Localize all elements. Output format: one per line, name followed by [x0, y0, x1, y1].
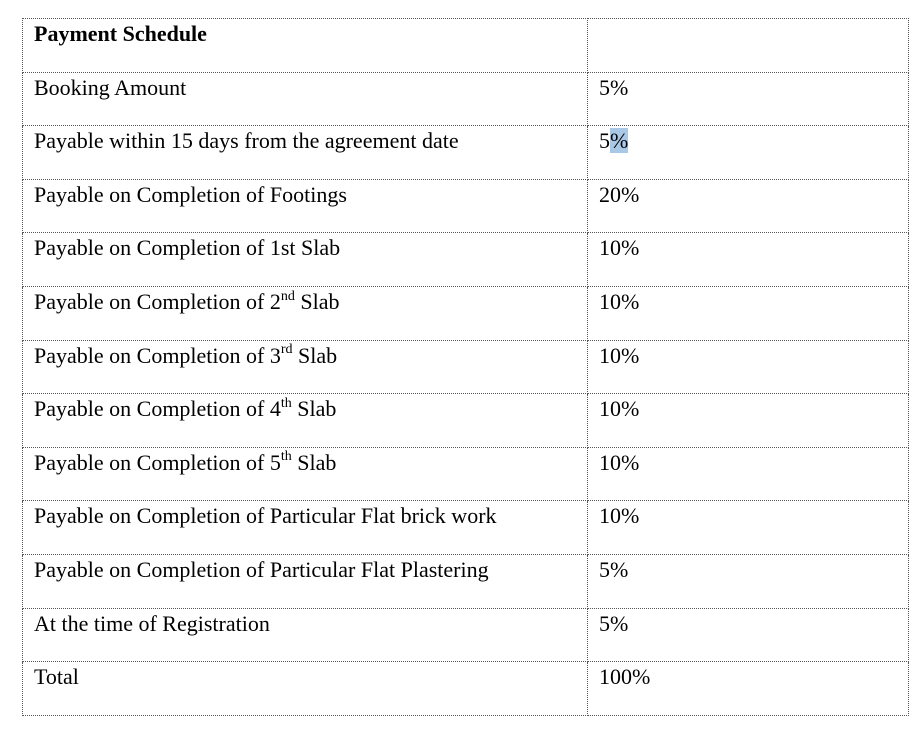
- description-cell[interactable]: [23, 447, 588, 501]
- table-row: [23, 501, 909, 555]
- description-cell[interactable]: [23, 233, 588, 287]
- percentage-cell[interactable]: [588, 662, 909, 716]
- percentage-value: 10%: [599, 288, 640, 314]
- description-cell[interactable]: [23, 179, 588, 233]
- description-main: Payable on Completion of 4: [34, 396, 281, 422]
- description-cell[interactable]: [23, 501, 588, 555]
- ordinal-suffix: rd: [280, 342, 293, 358]
- text-selection-highlight[interactable]: %: [610, 128, 629, 154]
- description-main: At the time of Registration: [34, 610, 270, 636]
- table-body: [23, 19, 909, 716]
- percentage-value: 10%: [599, 449, 640, 475]
- percentage-cell[interactable]: [588, 501, 909, 555]
- ordinal-suffix: th: [280, 449, 292, 465]
- description-text: [34, 289, 339, 315]
- description-text: [34, 343, 337, 369]
- description-main: Payable on Completion of Particular Flat Plastering: [34, 556, 489, 582]
- description-text: [34, 503, 497, 529]
- description-text: [34, 75, 186, 101]
- description-main: Payable on Completion of 1st Slab: [34, 235, 341, 261]
- percentage-value: 5%: [599, 610, 629, 636]
- percentage-cell[interactable]: [588, 286, 909, 340]
- description-suffix: Slab: [291, 396, 337, 422]
- description-cell[interactable]: [23, 554, 588, 608]
- percentage-cell[interactable]: [588, 394, 909, 448]
- table-row: [23, 554, 909, 608]
- description-text: [34, 235, 340, 261]
- table-row: [23, 608, 909, 662]
- description-suffix: Slab: [292, 342, 338, 368]
- description-text: [34, 664, 79, 690]
- percentage-cell[interactable]: [588, 72, 909, 126]
- table-row: [23, 72, 909, 126]
- table-row: [23, 447, 909, 501]
- table-row: [23, 286, 909, 340]
- description-cell[interactable]: [23, 340, 588, 394]
- description-cell[interactable]: [23, 608, 588, 662]
- percentage-cell[interactable]: [588, 233, 909, 287]
- table-row: [23, 126, 909, 180]
- header-value-cell[interactable]: [588, 19, 909, 73]
- description-text: [34, 611, 270, 637]
- description-main: Booking Amount: [34, 74, 187, 100]
- percentage-cell[interactable]: [588, 447, 909, 501]
- percentage-value: 10%: [599, 396, 640, 422]
- table-row: [23, 340, 909, 394]
- header-title: Payment Schedule: [34, 21, 207, 46]
- description-cell[interactable]: [23, 662, 588, 716]
- description-cell[interactable]: [23, 394, 588, 448]
- description-main: Payable on Completion of Footings: [34, 181, 347, 207]
- description-suffix: Slab: [291, 449, 337, 475]
- description-cell[interactable]: [23, 286, 588, 340]
- description-text: [34, 450, 336, 476]
- percentage-cell[interactable]: [588, 608, 909, 662]
- percentage-cell[interactable]: [588, 179, 909, 233]
- percentage-value: 5%: [599, 74, 629, 100]
- description-main: Payable on Completion of 2: [34, 288, 281, 314]
- ordinal-suffix: th: [280, 395, 292, 411]
- percentage-cell[interactable]: [588, 340, 909, 394]
- description-main: Payable within 15 days from the agreement date: [34, 128, 459, 154]
- table-row: [23, 662, 909, 716]
- description-cell[interactable]: [23, 72, 588, 126]
- percentage-cell[interactable]: [588, 554, 909, 608]
- header-title-cell[interactable]: [23, 19, 588, 73]
- description-text: [34, 557, 489, 583]
- description-main: Payable on Completion of 3: [34, 342, 281, 368]
- table-row: [23, 233, 909, 287]
- description-cell[interactable]: [23, 126, 588, 180]
- percentage-value: 20%: [599, 181, 640, 207]
- percentage-value: 5%: [599, 128, 629, 154]
- percentage-value: 10%: [599, 342, 640, 368]
- description-text: [34, 396, 336, 422]
- table-row: [23, 394, 909, 448]
- description-main: Total: [34, 664, 79, 690]
- description-text: [34, 128, 459, 154]
- table-row: [23, 179, 909, 233]
- percentage-value: 100%: [599, 664, 651, 690]
- percentage-value: 10%: [599, 503, 640, 529]
- payment-schedule-table: [22, 18, 909, 716]
- description-text: [34, 182, 347, 208]
- percentage-cell[interactable]: [588, 126, 909, 180]
- ordinal-suffix: nd: [280, 288, 295, 304]
- description-main: Payable on Completion of 5: [34, 449, 281, 475]
- description-suffix: Slab: [294, 288, 340, 314]
- description-main: Payable on Completion of Particular Flat brick work: [34, 503, 497, 529]
- table-header-row: [23, 19, 909, 73]
- percentage-value: 10%: [599, 235, 640, 261]
- percentage-value: 5%: [599, 556, 629, 582]
